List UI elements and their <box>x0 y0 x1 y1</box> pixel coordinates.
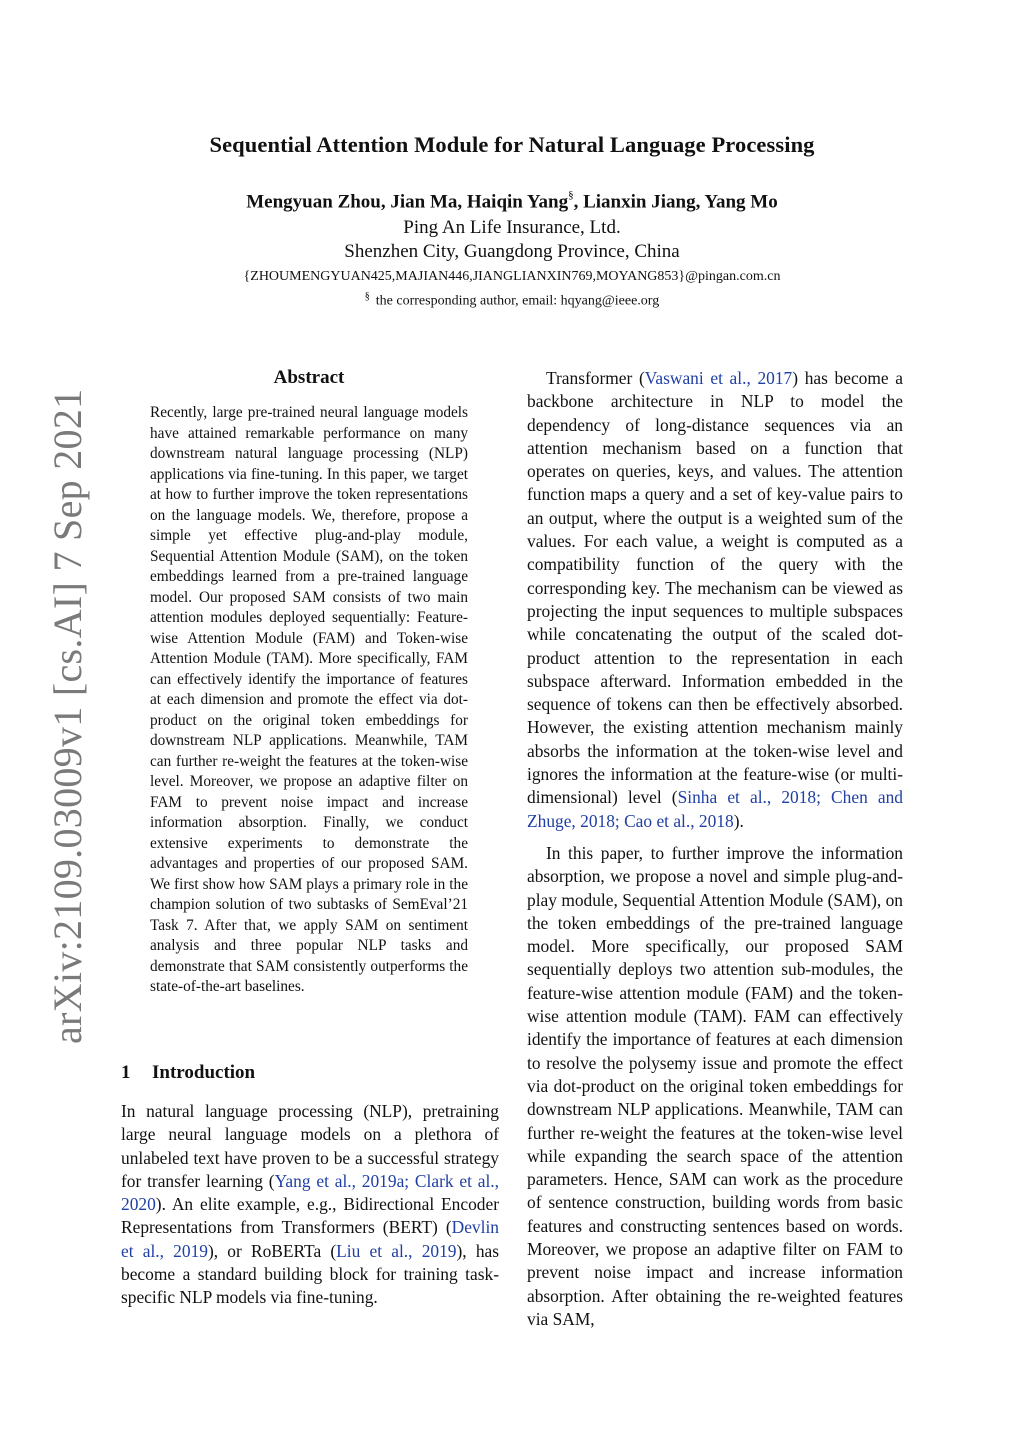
abstract-body: Recently, large pre-trained neural language models have attained remarkable performance on many downstream natural language processing (NLP) applications via fine-tuning. In this paper, we target at how to further improve the token representations on the language models. We, therefore, propose a simple yet effective plug-and-play module, Sequential Attention Module (SAM), on the token embeddings learned from a pre-trained language model. Our proposed SAM consists of two main attention modules deployed sequentially: Feature-wise Attention Module (FAM) and Token-wise Attention Module (TAM). More specifically, FAM can effectively identify the importance of features at each dimension and promote the effect via dot-product on the original token embeddings for downstream NLP applications. Meanwhile, TAM can further re-weight the features at the token-wise level. Moreover, we propose an adaptive filter on FAM to prevent noise impact and increase information absorption. Finally, we conduct extensive experiments to demonstrate the advantages and properties of our proposed SAM. We first show how SAM plays a primary role in the champion solution of two subtasks of SemEval’21 Task 7. After that, we apply SAM on sentiment analysis and three popular NLP tasks and demonstrate that SAM consistently outperforms the state-of-the-art baselines. <box>150 404 468 995</box>
section-number: 1 <box>121 1062 131 1083</box>
citation-link[interactable]: Vaswani et al., 2017 <box>644 368 793 388</box>
citation-link[interactable]: Yang et al., 2019a; Clark et al., 2020 <box>121 1170 499 1215</box>
affiliation-location: Shenzhen City, Guangdong Province, China <box>344 241 680 262</box>
author-names: Mengyuan Zhou, Jian Ma, Haiqin Yang <box>246 191 569 213</box>
text-run: ), has become a standard building block for training task-specific NLP models via fine-tuning. <box>121 1240 499 1308</box>
section-title: Introduction <box>152 1062 256 1083</box>
section-heading <box>121 1062 499 1084</box>
author-emails: {ZHOUMENGYUAN425,MAJIAN446,JIANGLIANXIN769,MOYANG853}@pingan.com.cn <box>243 269 781 284</box>
text-run: ), or RoBERTa ( <box>207 1240 337 1261</box>
body-paragraph: In this paper, to further improve the information absorption, we propose a novel and simple plug-and-play module, Sequential Attention Module (SAM), on the token embeddings of the pre-trained language model. More specifically, our proposed SAM sequentially deploys two attention sub-modules, the feature-wise attention module (FAM) and the token-wise attention module (TAM). FAM can effectively identify the importance of features at each dimension to resolve the polysemy issue and promote the effect via dot-product on the original token embeddings for downstream NLP applications. Meanwhile, TAM can further re-weight the features at the token-wise level while expanding the search space of the attention parameters. Hence, SAM can work as the procedure of sentence construction, building words from basic features and constructing sentences based on words. Moreover, we propose an adaptive filter on FAM to prevent noise impact and increase information absorption. After obtaining the re-weighted features via SAM, <box>527 842 903 1329</box>
text-run: In natural language processing (NLP), pretraining large neural language models on a plethora of unlabeled text have proven to be a successful strategy for transfer learning ( <box>121 1101 499 1191</box>
abstract-section <box>150 367 468 998</box>
corresponding-mark: § <box>568 189 574 201</box>
text-run: ) has become a backbone architecture in NLP to model the dependency of long-distance sequences via an attention mechanism based on a function that operates on queries, keys, and values. The attention function maps a query and a set of key-value pairs to an output, where the output is a weighted sum of the values. For each value, a weight is computed as a compatibility function of the query with the corresponding key. The mechanism can be viewed as projecting the input sequences to multiple subspaces while concatenating the output of the scaled dot-product attention to the representation in each subspace afterward. Information embedded in the sequence of tokens can then be effectively absorbed. However, the existing attention mechanism mainly absorbs the information at the token-wise level and ignores the information at the feature-wise (or multi-dimensional) level ( <box>527 368 903 808</box>
citation-link[interactable]: Sinha et al., 2018; Chen and Zhuge, 2018; Cao et al., 2018 <box>527 787 903 831</box>
text-run: Transformer ( <box>546 368 645 388</box>
introduction-section <box>121 1062 499 1310</box>
author-list <box>0 191 1024 213</box>
abstract-heading: Abstract <box>273 367 345 388</box>
citation-link[interactable]: Devlin et al., 2019 <box>121 1217 499 1261</box>
right-column <box>527 367 903 1331</box>
corresponding-author-note <box>0 291 1024 310</box>
body-paragraph <box>527 367 903 833</box>
text-run: ). An elite example, e.g., Bidirectional Encoder Representations from Transformers (BERT) ( <box>121 1194 499 1238</box>
affiliation-company: Ping An Life Insurance, Ltd. <box>403 217 621 238</box>
arxiv-identifier-stamp: arXiv:2109.03009v1 [cs.AI] 7 Sep 2021 <box>45 388 90 1044</box>
paper-title: Sequential Attention Module for Natural Language Processing <box>209 132 815 157</box>
corresponding-note-mark: § <box>364 291 370 302</box>
text-run: ). <box>733 810 744 831</box>
citation-link[interactable]: Liu et al., 2019 <box>336 1240 457 1261</box>
corresponding-note-text: the corresponding author, email: hqyang@ieee.org <box>375 293 660 309</box>
intro-paragraph <box>121 1100 499 1310</box>
author-names-tail: , Lianxin Jiang, Yang Mo <box>573 191 778 213</box>
